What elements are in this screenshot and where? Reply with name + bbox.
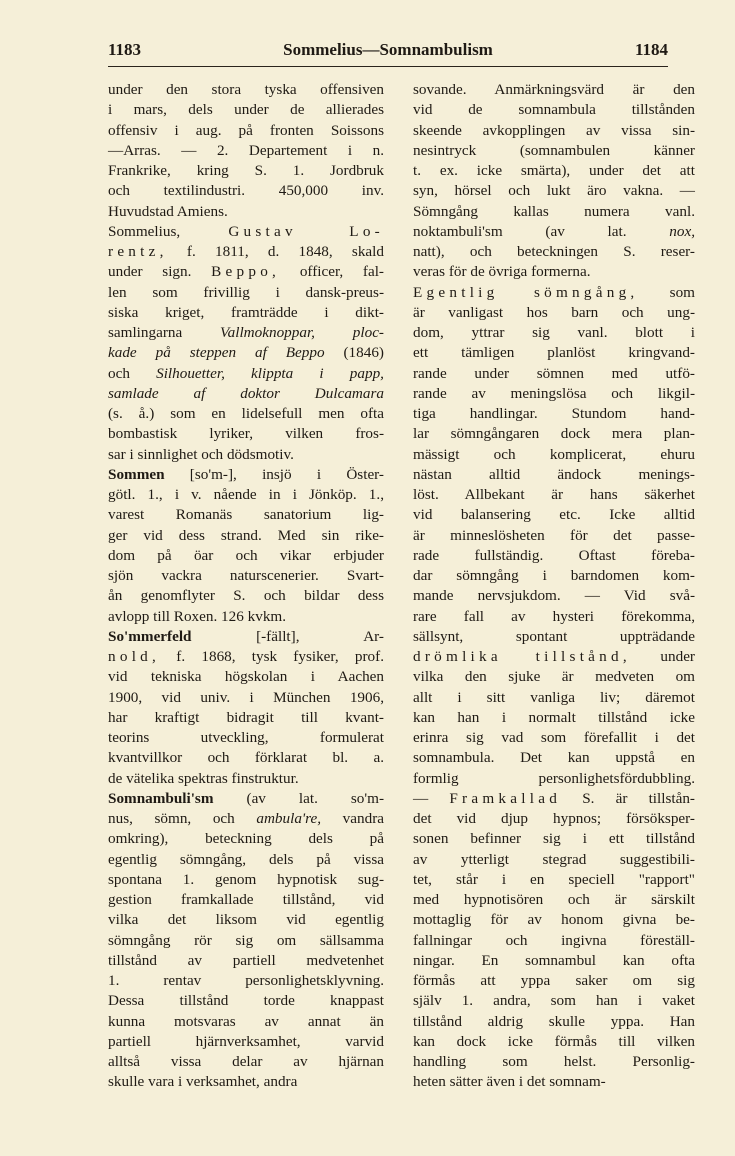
text-line: samlingarna Vallmoknoppar, ploc- xyxy=(108,324,384,341)
text-line: egentlig sömngång, dels på vissa xyxy=(108,850,384,868)
text-line: allt i sitt vanliga liv; däremot xyxy=(413,688,695,706)
text-line: rade fullständig. Oftast föreba- xyxy=(413,546,695,564)
text-line: bombastisk lyriker, vilken fros- xyxy=(108,425,384,443)
text-line: de vätelika spektras finstruktur. xyxy=(108,769,299,787)
page-number-left: 1183 xyxy=(108,40,142,59)
italic-text: nox, xyxy=(669,222,695,240)
text-line: sällsynt, spontant uppträdande xyxy=(413,627,695,645)
text-line: rande under sömnen med utfö- xyxy=(413,364,695,382)
text-line: vid de somnambula tillstånden xyxy=(413,101,695,119)
text-line: Sömngång kallas numera vanl. xyxy=(413,202,695,220)
text-line: dom på öar och vikar erbjuder xyxy=(108,546,384,564)
text-line: vilka den sjuke är medveten om xyxy=(413,668,695,686)
text-line: under den stora tyska offensiven xyxy=(108,81,384,98)
text-line: av ytterligt stegrad suggestibili- xyxy=(413,850,695,868)
text-line: somnambula. Det kan uppstå en xyxy=(413,749,695,767)
text-line: rande av meningslösa och likgil- xyxy=(413,384,695,402)
text-line: Egentlig sömngång, som xyxy=(413,283,695,301)
text-line: alltså vissa delar av hjärnan xyxy=(108,1053,384,1070)
text-line: nold, f. 1868, tysk fysiker, prof. xyxy=(108,648,384,665)
text-line: sovande. Anmärkningsvärd är den xyxy=(413,81,695,98)
spaced-text: Gustav Lo- xyxy=(228,222,384,240)
text-line: är minneslösheten för det passe- xyxy=(413,526,695,544)
text-line: sar i sinnlighet och dödsmotiv. xyxy=(108,445,294,463)
spaced-text: rentz, xyxy=(108,243,168,260)
text-line: vilka det liksom vid egentlig xyxy=(108,911,384,929)
text-line: siska kriget, framträdde i dikt- xyxy=(108,303,384,321)
text-line: offensiv i aug. på fronten Soissons xyxy=(108,121,384,139)
text-line: Sommen [so'm-], insjö i Öster- xyxy=(108,465,384,483)
text-line: med hypnotisören och är särskilt xyxy=(413,891,695,908)
text-line: 1. rentav personlighetsklyvning. xyxy=(108,972,384,989)
text-line: och textilindustri. 450,000 inv. xyxy=(108,182,384,200)
text-line: lar sömngångaren dock mera plan- xyxy=(413,425,695,443)
text-line: i mars, dels under de allierades xyxy=(108,101,384,119)
text-line: själv 1. andra, som han i vaket xyxy=(413,992,695,1010)
text-line: nus, sömn, och ambula're, vandra xyxy=(108,810,384,827)
italic-text: samlade af doktor Dulcamara xyxy=(108,384,384,402)
text-line: drömlika tillstånd, under xyxy=(413,648,695,665)
text-line: har kraftigt bidragit till kvant- xyxy=(108,708,384,726)
text-line: tiga handlingar. Stundom hand- xyxy=(413,405,695,422)
text-line: len som frivillig i dansk-preus- xyxy=(108,283,384,301)
headword: Sommen xyxy=(108,465,165,483)
text-line: är vanligast hos barn och ung- xyxy=(413,303,695,321)
text-line: Huvudstad Amiens. xyxy=(108,202,228,220)
text-line: vid balansering etc. Icke alltid xyxy=(413,506,695,524)
text-line: kan han i normalt tillstånd icke xyxy=(413,708,695,726)
text-line: spontana 1. genom hypnotisk sug- xyxy=(108,870,384,888)
text-line: kunna motsvaras av annat än xyxy=(108,1012,384,1030)
text-line: (s. å.) som en lidelsefull men ofta xyxy=(108,405,384,422)
left-column xyxy=(108,80,384,1093)
headword: So'mmerfeld xyxy=(108,627,192,645)
spaced-text: nold, xyxy=(108,648,161,665)
text-line: partiell hjärnverksamhet, varvid xyxy=(108,1032,384,1050)
text-line: So'mmerfeld [-fällt], Ar- xyxy=(108,627,384,645)
text-line: skeende avkopplingen av vissa sin- xyxy=(413,121,695,139)
text-line: syn, hörsel och lukt äro vakna. — xyxy=(413,182,695,200)
page-number-right: 1184 xyxy=(634,40,668,59)
text-line: 1900, vid univ. i München 1906, xyxy=(108,688,384,706)
running-title: Sommelius—Somnambulism xyxy=(283,40,493,59)
text-line: — Framkallad S. är tillstån- xyxy=(413,789,695,807)
headword: Somnambuli'sm xyxy=(108,789,214,807)
text-line: förmås att yppa saker om sig xyxy=(413,972,695,989)
text-line: Dessa tillstånd torde knappast xyxy=(108,992,384,1010)
text-line: erinra sig vad som förefallit i det xyxy=(413,729,695,746)
text-line: Frankrike, kring S. 1. Jordbruk xyxy=(108,162,384,179)
text-line: ån genomflyter S. och bildar dess xyxy=(108,587,384,605)
text-line: skulle vara i verksamhet, andra xyxy=(108,1073,298,1091)
text-line: fallningar och ingivna föreställ- xyxy=(413,931,695,949)
text-line: Somnambuli'sm (av lat. so'm- xyxy=(108,789,384,807)
spaced-text: drömlika tillstånd, xyxy=(413,648,631,665)
text-line: avlopp till Roxen. 126 kvkm. xyxy=(108,607,287,625)
text-line: gestion framkallade tillstånd, vid xyxy=(108,891,384,908)
text-line: nesintryck (somnambulen känner xyxy=(413,141,695,159)
text-line: och Silhouetter, klippta i papp, xyxy=(108,364,384,382)
text-line: ger vid dess strand. Med sin rike- xyxy=(108,526,384,544)
text-line: tillstånd aldrig skulle yppa. Han xyxy=(413,1012,695,1030)
text-line: under sign. Beppo, officer, fal- xyxy=(108,263,384,281)
text-line: sömngång rör sig om sällsamma xyxy=(108,931,384,949)
text-line: rare fall av hysteri förekomma, xyxy=(413,607,695,625)
italic-text: Silhouetter, klippta i papp, xyxy=(156,364,384,382)
text-line: omkring), beteckning dels på xyxy=(108,830,384,848)
text-line: t. ex. icke smärta), under det att xyxy=(413,162,695,179)
text-line: formlig personlighetsfördubbling. xyxy=(413,769,695,787)
spaced-text: Egentlig sömngång, xyxy=(413,283,639,301)
italic-text: kade på steppen af Beppo xyxy=(108,344,325,362)
text-line: noktambuli'sm (av lat. nox, xyxy=(413,222,695,240)
italic-text: ambula're, xyxy=(256,810,322,827)
text-line: tillstånd av partiell medvetenhet xyxy=(108,951,384,969)
text-line: handling som helst. Personlig- xyxy=(413,1053,695,1070)
text-line: rentz, f. 1811, d. 1848, skald xyxy=(108,243,384,260)
text-line: heten sätter även i det somnam- xyxy=(413,1073,606,1091)
page-header xyxy=(108,36,668,64)
text-line: teorins utveckling, formulerat xyxy=(108,729,384,746)
text-line: mande nervsjukdom. — Vid svå- xyxy=(413,587,695,605)
text-line: mottaglig för av honom givna be- xyxy=(413,911,695,929)
italic-text: Vallmoknoppar, ploc- xyxy=(220,324,384,341)
text-line: dom, yttrar sig vanl. blott i xyxy=(413,324,695,341)
text-line: dar sömngång i barndomen kom- xyxy=(413,567,695,584)
text-line: natt), och beteckningen S. reser- xyxy=(413,243,695,260)
text-line: ningar. En somnambul kan ofta xyxy=(413,951,695,969)
text-line: sjön vackra naturscenerier. Svart- xyxy=(108,567,384,584)
spaced-text: Framkallad xyxy=(449,789,562,807)
text-line xyxy=(108,384,384,404)
text-line: kade på steppen af Beppo (1846) xyxy=(108,344,384,362)
text-line: det vid djup hypnos; försöksper- xyxy=(413,810,695,827)
text-line: kan dock icke förmås till vilken xyxy=(413,1032,695,1050)
text-line: veras för de övriga formerna. xyxy=(413,263,591,281)
text-line: varest Romanäs sanatorium lig- xyxy=(108,506,384,524)
text-line: nästan alltid ändock menings- xyxy=(413,465,695,483)
text-line: ett tämligen planlöst kringvand- xyxy=(413,344,695,362)
text-line: götl. 1., i v. nående in i Jönköp. 1., xyxy=(108,486,384,503)
text-line: kvantvillkor och förklarat bl. a. xyxy=(108,749,384,767)
text-line: Sommelius, Gustav Lo- xyxy=(108,222,384,240)
spaced-text: Beppo, xyxy=(211,263,281,281)
text-line: sonen befinner sig i ett tillstånd xyxy=(413,830,695,848)
text-line: tet, står i en speciell "rapport" xyxy=(413,870,695,888)
right-column xyxy=(413,80,695,1093)
text-line: mässigt och komplicerat, ehuru xyxy=(413,445,695,463)
text-line: vid tekniska högskolan i Aachen xyxy=(108,668,384,686)
text-line: —Arras. — 2. Departement i n. xyxy=(108,141,384,159)
header-rule xyxy=(108,66,668,67)
text-line: löst. Allbekant är hans säkerhet xyxy=(413,486,695,503)
